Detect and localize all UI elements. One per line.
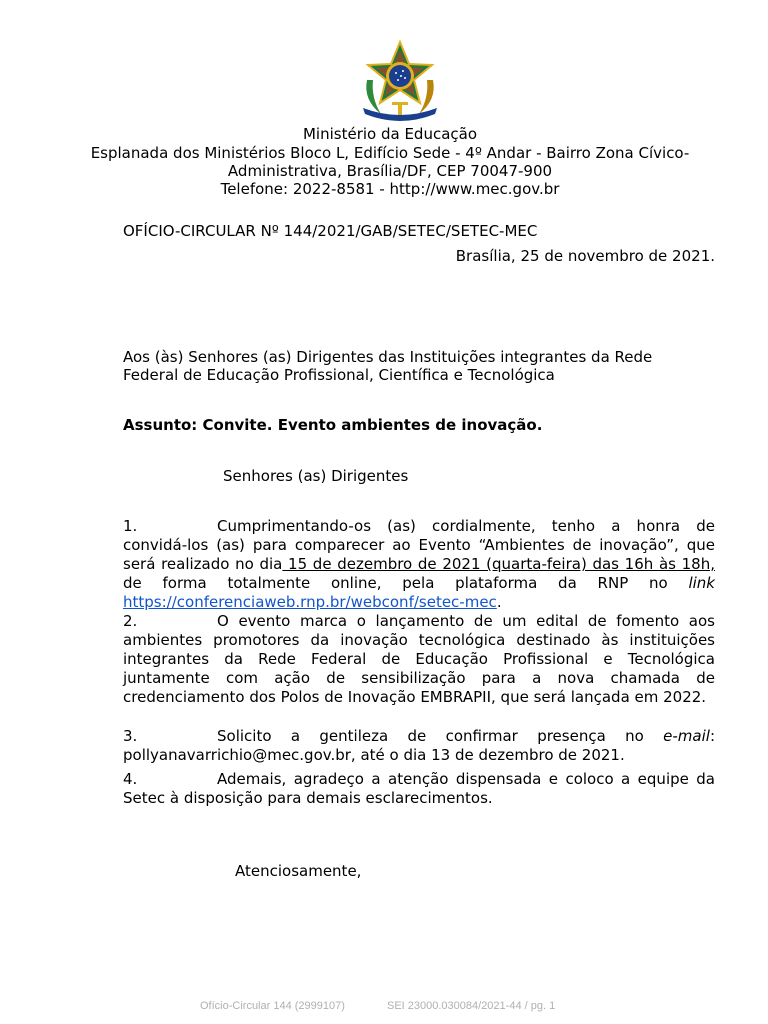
paragraph-3 xyxy=(123,727,715,765)
document-reference: OFÍCIO-CIRCULAR Nº 144/2021/GAB/SETEC/SETEC-MEC xyxy=(123,222,538,240)
footer-document-id: Ofício-Circular 144 (2999107) xyxy=(200,1000,345,1012)
paragraph-2 xyxy=(123,612,715,707)
paragraph-text: O evento marca o lançamento de um edital de fomento aos ambientes promotores da inovação tecnológica destinado às instituições integrantes da Rede Federal de Educação Profissional e Tecnológica juntamente com ação de sensibilização para a nova chamada de credenciamento dos Polos de Inovação EMBRAPII, que será lançada em 2022. xyxy=(123,612,715,706)
paragraph-number: 3. xyxy=(123,727,138,745)
address-line-1: Esplanada dos Ministérios Bloco L, Edifício Sede - 4º Andar - Bairro Zona Cívico- xyxy=(90,144,690,162)
paragraph-text: Solicito a gentileza de confirmar presença no xyxy=(217,727,664,745)
email-word: e-mail xyxy=(663,727,710,745)
paragraph-text: Ademais, agradeço a atenção dispensada e coloco a equipe da Setec à disposição para demais esclarecimentos. xyxy=(123,770,715,807)
closing: Atenciosamente, xyxy=(235,862,362,880)
place-and-date: Brasília, 25 de novembro de 2021. xyxy=(455,247,715,265)
paragraph-1 xyxy=(123,517,715,612)
paragraph-text: : pollyanavarrichio@mec.gov.br, até o dia 13 de dezembro de 2021. xyxy=(123,727,715,764)
paragraph-number: 4. xyxy=(123,770,138,788)
paragraph-text: de forma totalmente online, pela plataforma da RNP no xyxy=(123,574,689,592)
subject: Assunto: Convite. Evento ambientes de inovação. xyxy=(123,416,543,434)
addressee-line-2: Federal de Educação Profissional, Científica e Tecnológica xyxy=(123,366,555,384)
link-word: link xyxy=(688,574,715,592)
ministry-name: Ministério da Educação xyxy=(302,125,478,143)
conference-link[interactable]: https://conferenciaweb.rnp.br/webconf/setec-mec xyxy=(123,593,497,611)
addressee-line-1: Aos (às) Senhores (as) Dirigentes das Instituições integrantes da Rede xyxy=(123,348,653,366)
coat-of-arms-icon xyxy=(357,38,443,122)
paragraph-number: 1. xyxy=(123,517,138,535)
event-date-underlined: 15 de dezembro de 2021 (quarta-feira) das 16h às 18h, xyxy=(282,555,715,573)
address-line-2: Administrativa, Brasília/DF, CEP 70047-900 xyxy=(227,162,553,180)
footer-sei-number: SEI 23000.030084/2021-44 / pg. 1 xyxy=(387,1000,556,1012)
salutation: Senhores (as) Dirigentes xyxy=(223,467,409,485)
paragraph-number: 2. xyxy=(123,612,138,630)
paragraph-text: Cumprimentando-os (as) cordialmente, tenho a honra de convidá-los (as) para comparecer ao Evento “Ambientes de inovação”, que será realizado no dia xyxy=(123,517,715,573)
phone-line: Telefone: 2022-8581 - http://www.mec.gov.br xyxy=(220,180,560,198)
paragraph-end: . xyxy=(496,593,502,611)
paragraph-4 xyxy=(123,770,715,808)
